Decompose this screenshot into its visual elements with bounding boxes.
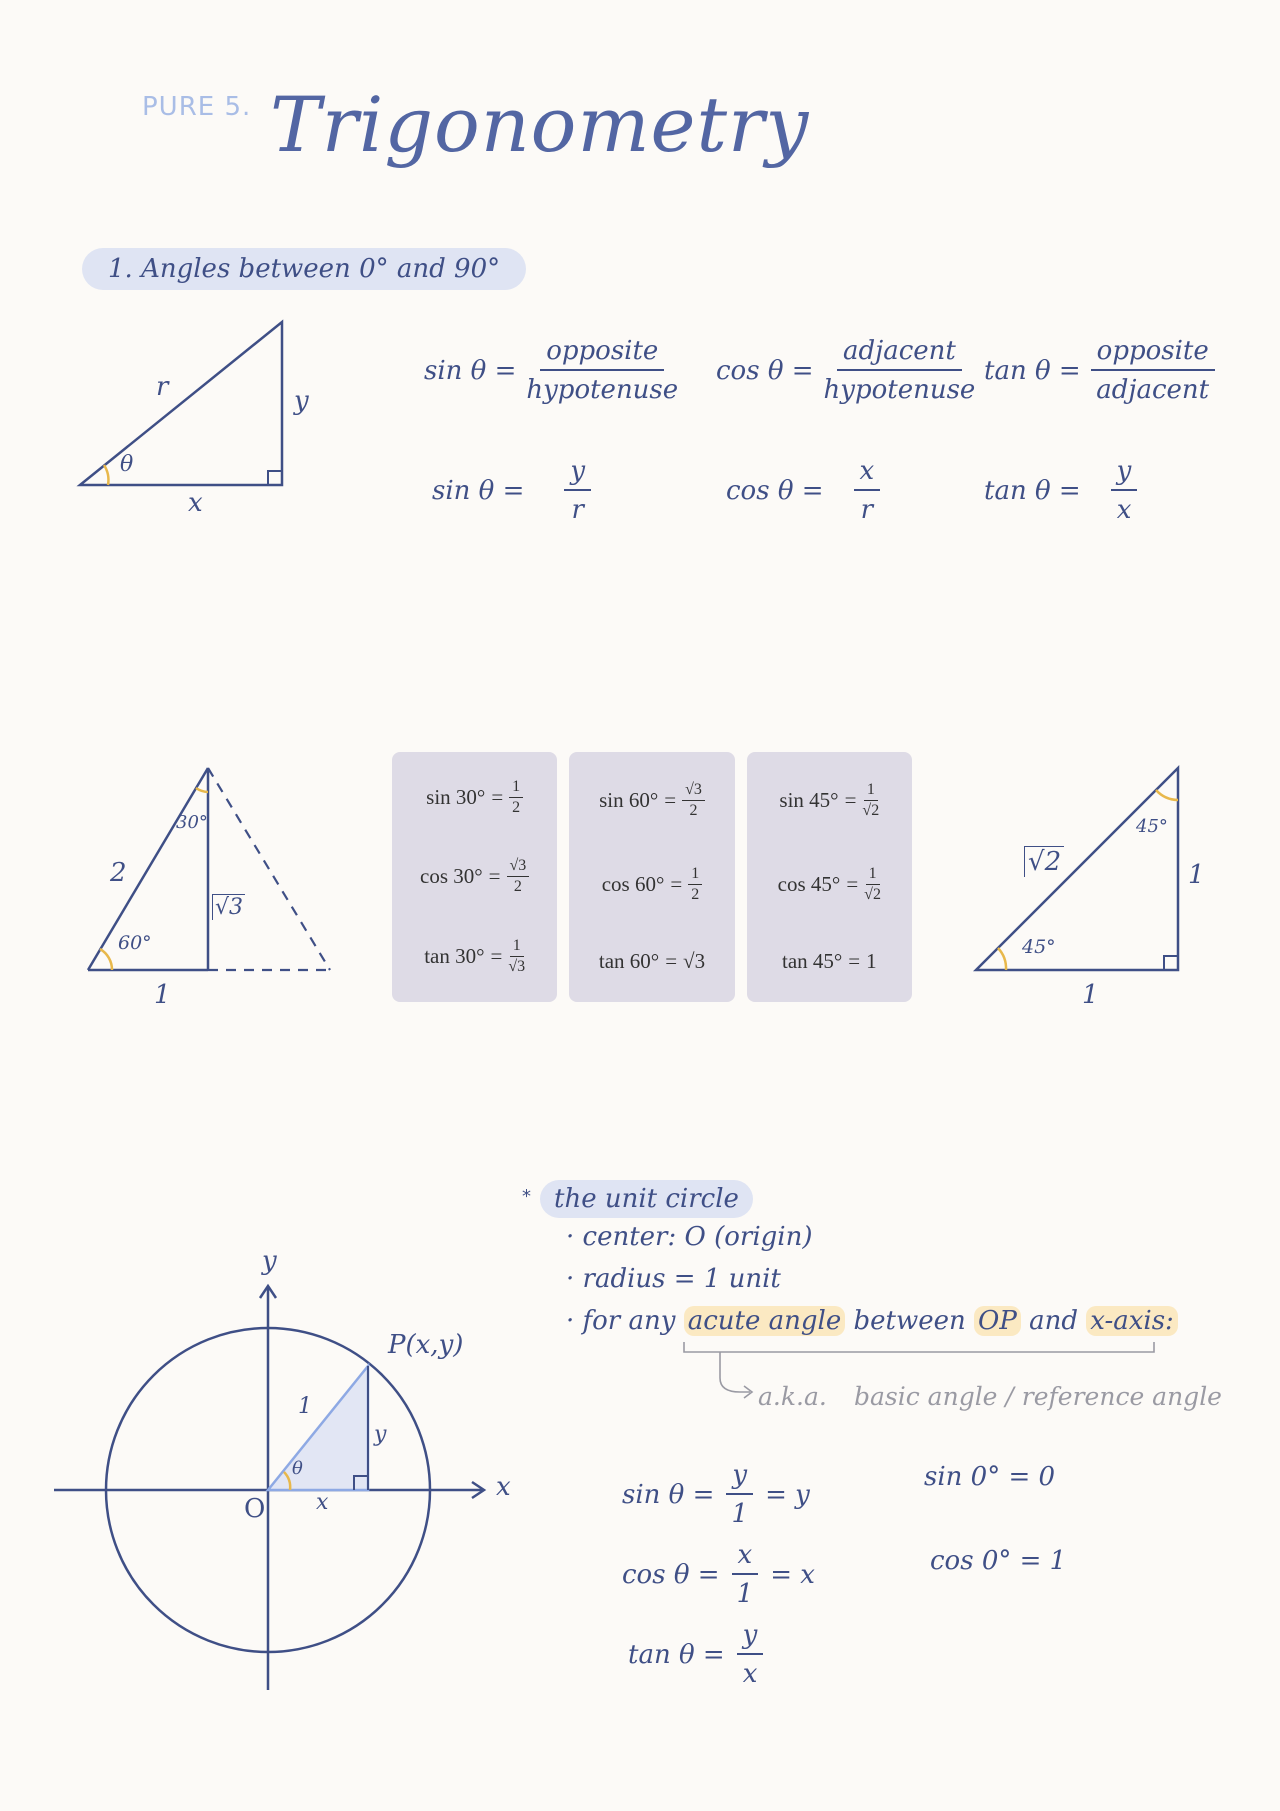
- triangle3-base-label: 1: [1082, 980, 1099, 1010]
- cos-fraction: [824, 336, 976, 405]
- triangle-hyp-label: r: [156, 372, 169, 402]
- unit-tan-numerator: y: [737, 1620, 764, 1655]
- unit-cos-numerator: x: [732, 1540, 759, 1575]
- tan-definition: [984, 336, 1215, 405]
- triangle2-top-angle: 30°: [176, 812, 208, 833]
- for-any-text: · for any: [566, 1306, 676, 1336]
- tan2-numerator: y: [1111, 456, 1138, 491]
- cos2-fraction: [854, 456, 881, 525]
- special-angles-table: [392, 752, 912, 1002]
- cos-lhs: cos θ =: [716, 355, 814, 386]
- unit-sin-numerator: y: [726, 1460, 753, 1495]
- forty-five-triangle-diagram: [966, 750, 1196, 980]
- table-cell-cos30: cos 30° = $\frac{√3}{2}$: [420, 857, 529, 896]
- aka-label: a.k.a.: [758, 1382, 827, 1411]
- table-cell-cos60: cos 60° = $\frac{1}{2}$: [602, 865, 703, 904]
- tan-numerator: opposite: [1091, 336, 1215, 371]
- triangle2-hyp-label: 2: [110, 858, 127, 888]
- tan-lhs: tan θ =: [984, 355, 1081, 386]
- tan-denominator: adjacent: [1096, 375, 1210, 405]
- cos-numerator: adjacent: [837, 336, 962, 371]
- diagram-angle-label: θ: [292, 1458, 303, 1479]
- bullet-star: *: [522, 1186, 531, 1207]
- cos2-numerator: x: [854, 456, 881, 491]
- subject-label: PURE 5.: [142, 92, 252, 122]
- unit-tan-denominator: x: [742, 1659, 758, 1689]
- between-text: between: [853, 1306, 966, 1336]
- diagram-radius-label: 1: [298, 1394, 312, 1419]
- sin-lhs: sin θ =: [424, 355, 517, 386]
- triangle3-top-angle: 45°: [1136, 816, 1168, 837]
- tan2-fraction: [1111, 456, 1138, 525]
- triangle2-base-label: 1: [154, 980, 171, 1010]
- triangle-angle-label: θ: [120, 452, 134, 477]
- sin-fraction: [526, 336, 678, 405]
- triangle3-hyp-label: √2: [1024, 846, 1064, 877]
- table-column-45: [747, 752, 912, 1002]
- table-column-60: [569, 752, 734, 1002]
- unit-circle-center: · center: O (origin): [566, 1222, 813, 1252]
- diagram-point-label: P(x,y): [388, 1330, 464, 1360]
- unit-sin-equation: [622, 1460, 810, 1529]
- diagram-x-axis-label: x: [496, 1472, 511, 1502]
- and-text: and: [1029, 1306, 1078, 1336]
- sin-numerator: opposite: [540, 336, 664, 371]
- sin-zero-value: sin 0° = 0: [924, 1462, 1056, 1492]
- acute-angle-highlight: acute angle: [684, 1306, 846, 1336]
- triangle3-bottom-angle: 45°: [1022, 936, 1056, 958]
- diagram-origin-label: O: [244, 1494, 266, 1524]
- table-cell-tan45: tan 45° = 1: [781, 948, 877, 973]
- tan-fraction: [1091, 336, 1215, 405]
- triangle3-side-label: 1: [1188, 860, 1205, 890]
- table-cell-sin45: sin 45° = $\frac{1}{√2}$: [779, 780, 880, 819]
- unit-sin-lhs: sin θ =: [622, 1479, 715, 1510]
- unit-sin-result: = y: [765, 1479, 810, 1510]
- sin-definition: [424, 336, 678, 405]
- x-axis-highlight: x-axis:: [1086, 1306, 1178, 1336]
- diagram-leg-y-label: y: [374, 1422, 387, 1447]
- unit-cos-result: = x: [770, 1559, 815, 1590]
- unit-cos-equation: [622, 1540, 815, 1609]
- unit-circle-acute-line: [566, 1306, 1178, 1336]
- diagram-y-axis-label: y: [262, 1246, 277, 1276]
- table-cell-tan30: tan 30° = $\frac{1}{√3}$: [424, 936, 526, 975]
- table-column-30: [392, 752, 557, 1002]
- reference-angle-label: basic angle / reference angle: [854, 1382, 1222, 1411]
- triangle2-bottom-angle: 60°: [118, 932, 152, 954]
- sin2-denominator: r: [571, 495, 584, 525]
- unit-tan-equation: [628, 1620, 763, 1689]
- table-cell-cos45: cos 45° = $\frac{1}{√2}$: [777, 864, 881, 903]
- cos-zero-value: cos 0° = 1: [930, 1546, 1067, 1576]
- sin2-fraction: [564, 456, 591, 525]
- unit-cos-lhs: cos θ =: [622, 1559, 720, 1590]
- sin2-numerator: y: [564, 456, 591, 491]
- cos-denominator: hypotenuse: [823, 375, 976, 405]
- unit-tan-lhs: tan θ =: [628, 1639, 725, 1670]
- cos-xy-definition: [726, 456, 880, 525]
- cos-definition: [716, 336, 975, 405]
- triangle-adjacent-label: x: [188, 488, 203, 518]
- unit-sin-fraction: [726, 1460, 753, 1529]
- sin2-lhs: sin θ =: [432, 475, 525, 506]
- table-cell-sin60: sin 60° = $\frac{√3}{2}$: [599, 781, 705, 820]
- unit-sin-denominator: 1: [731, 1499, 748, 1529]
- unit-cos-fraction: [732, 1540, 759, 1609]
- unit-tan-fraction: [737, 1620, 764, 1689]
- unit-circle-radius: · radius = 1 unit: [566, 1264, 781, 1294]
- triangle2-height-label: √3: [212, 894, 245, 920]
- tan2-denominator: x: [1116, 495, 1132, 525]
- op-highlight: OP: [974, 1306, 1021, 1336]
- tan2-lhs: tan θ =: [984, 475, 1081, 506]
- unit-cos-denominator: 1: [736, 1579, 754, 1609]
- page-title: Trigonometry: [270, 80, 810, 169]
- cos2-denominator: r: [860, 495, 874, 525]
- cos2-lhs: cos θ =: [726, 475, 824, 506]
- unit-circle-diagram: [50, 1250, 530, 1700]
- sin-denominator: hypotenuse: [526, 375, 679, 405]
- table-cell-sin30: sin 30° = $\frac{1}{2}$: [426, 778, 523, 817]
- diagram-leg-x-label: x: [316, 1490, 329, 1515]
- sin-xy-definition: [432, 456, 591, 525]
- triangle-opposite-label: y: [294, 386, 309, 416]
- section-heading: 1. Angles between 0° and 90°: [82, 248, 526, 290]
- tan-xy-definition: [984, 456, 1137, 525]
- table-cell-tan60: tan 60° = √3: [598, 948, 706, 973]
- unit-circle-heading: the unit circle: [540, 1180, 753, 1218]
